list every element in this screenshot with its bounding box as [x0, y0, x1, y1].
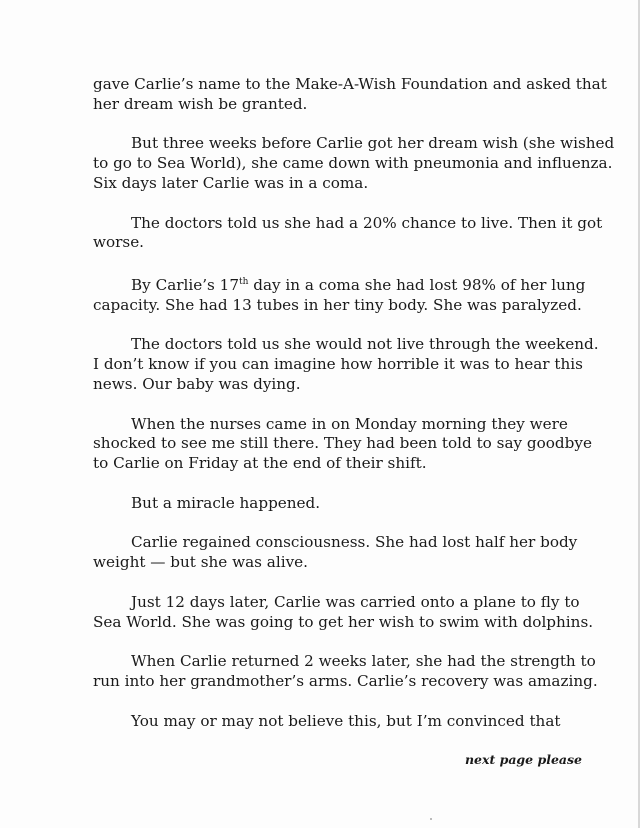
text-line: run into her grandmother’s arms. Carlie’s recovery was amazing.	[93, 671, 598, 690]
paragraph	[93, 134, 615, 193]
paragraph	[93, 712, 593, 732]
text-line: capacity. She had 13 tubes in her tiny body. She was paralyzed.	[93, 295, 582, 314]
text-line: worse.	[93, 233, 145, 252]
text-line: But a miracle happened.	[131, 493, 321, 512]
text-line: When Carlie returned 2 weeks later, she had the strength to	[131, 652, 596, 671]
paragraph	[93, 652, 598, 692]
ordinal-suffix: th	[238, 276, 249, 287]
paragraph	[93, 593, 593, 633]
text-line: Just 12 days later, Carlie was carried onto a plane to fly to	[131, 592, 580, 611]
text-line	[93, 273, 593, 296]
text-line: I don’t know if you can imagine how horrible it was to hear this	[93, 355, 583, 374]
paragraph	[93, 75, 607, 115]
paragraph	[93, 494, 593, 514]
continuation-note: next page please	[464, 752, 582, 767]
text-line: news. Our baby was dying.	[93, 375, 301, 394]
paragraph	[93, 533, 593, 573]
text-fragment: day in a coma she had lost 98% of her lung	[248, 276, 586, 295]
paragraph	[93, 273, 593, 316]
text-line: gave Carlie’s name to the Make-A-Wish Foundation and asked that	[93, 75, 607, 93]
text-line: You may or may not believe this, but I’m convinced that	[131, 711, 561, 730]
text-line: When the nurses came in on Monday morning they were	[131, 414, 568, 433]
text-line: Sea World. She was going to get her wish to swim with dolphins.	[93, 612, 594, 631]
text-line: shocked to see me still there. They had been told to say goodbye	[93, 434, 592, 453]
text-line: to Carlie on Friday at the end of their shift.	[93, 454, 427, 473]
letter-body	[93, 75, 615, 751]
text-line: The doctors told us she would not live through the weekend.	[131, 335, 599, 354]
scan-speck	[430, 818, 432, 820]
text-line: her dream wish be granted.	[93, 94, 308, 113]
text-line: Carlie regained consciousness. She had lost half her body	[131, 533, 578, 552]
text-line: to go to Sea World), she came down with pneumonia and influenza.	[93, 154, 613, 173]
paragraph	[93, 415, 593, 474]
paragraph	[93, 213, 603, 254]
text-fragment: By Carlie’s 17	[131, 276, 239, 295]
text-line: Six days later Carlie was in a coma.	[93, 173, 369, 192]
text-line: But three weeks before Carlie got her dream wish (she wished	[131, 134, 615, 153]
paragraph	[93, 335, 599, 394]
text-line: weight — but she was alive.	[93, 553, 308, 572]
text-line: The doctors told us she had a 20% chance to live. Then it got	[131, 213, 603, 232]
